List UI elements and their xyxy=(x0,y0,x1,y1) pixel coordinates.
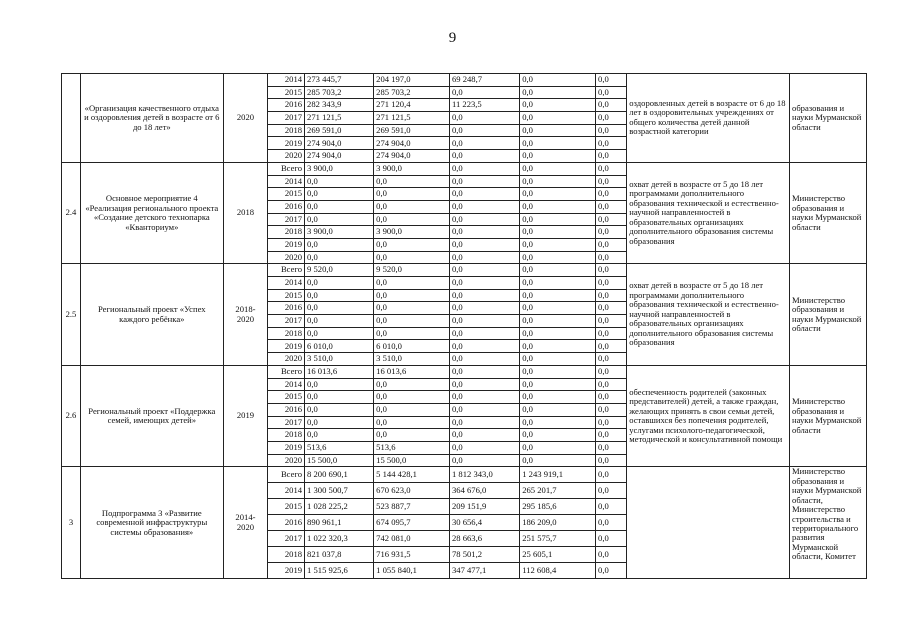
amount-cell: 0,0 xyxy=(449,315,519,328)
amount-cell: 271 120,4 xyxy=(374,99,450,112)
amount-cell: 0,0 xyxy=(596,213,627,226)
amount-cell: 0,0 xyxy=(596,188,627,201)
amount-cell: 1 028 225,2 xyxy=(305,499,374,515)
row-executor: Министерство образования и науки Мурманской области xyxy=(790,365,867,467)
amount-cell: 0,0 xyxy=(449,403,519,416)
amount-cell: 3 510,0 xyxy=(374,353,450,366)
amount-cell: 0,0 xyxy=(449,441,519,454)
amount-cell: 274 904,0 xyxy=(305,137,374,150)
amount-cell: 0,0 xyxy=(305,403,374,416)
amount-cell: 0,0 xyxy=(596,264,627,277)
row-name: Основное мероприятие 4 «Реализация регионального проекта «Создание детского технопарка «Кванториум» xyxy=(80,162,223,264)
row-executor: образования и науки Мурманской области xyxy=(790,74,867,163)
year-cell: 2016 xyxy=(268,99,305,112)
table-row xyxy=(62,365,867,378)
year-cell: 2016 xyxy=(268,200,305,213)
row-result: оздоровленных детей в возрасте от 6 до 18 лет в оздоровительных учреждениях от общего количества детей данной возрастной категории xyxy=(627,74,790,163)
amount-cell: 716 931,5 xyxy=(374,547,450,563)
amount-cell: 78 501,2 xyxy=(449,547,519,563)
amount-cell: 0,0 xyxy=(596,391,627,404)
amount-cell: 1 300 500,7 xyxy=(305,483,374,499)
amount-cell: 0,0 xyxy=(449,226,519,239)
amount-cell: 3 510,0 xyxy=(305,353,374,366)
amount-cell: 0,0 xyxy=(520,403,596,416)
row-period: 2018 xyxy=(223,162,268,264)
amount-cell: 0,0 xyxy=(520,315,596,328)
amount-cell: 0,0 xyxy=(305,302,374,315)
amount-cell: 0,0 xyxy=(449,213,519,226)
amount-cell: 3 900,0 xyxy=(305,162,374,175)
amount-cell: 30 656,4 xyxy=(449,515,519,531)
amount-cell: 0,0 xyxy=(596,112,627,125)
amount-cell: 0,0 xyxy=(449,188,519,201)
amount-cell: 204 197,0 xyxy=(374,74,450,87)
amount-cell: 0,0 xyxy=(520,99,596,112)
amount-cell: 0,0 xyxy=(305,327,374,340)
amount-cell: 251 575,7 xyxy=(520,531,596,547)
amount-cell: 0,0 xyxy=(596,416,627,429)
amount-cell: 0,0 xyxy=(374,302,450,315)
amount-cell: 0,0 xyxy=(374,175,450,188)
year-cell: 2015 xyxy=(268,188,305,201)
amount-cell: 0,0 xyxy=(596,429,627,442)
amount-cell: 0,0 xyxy=(520,238,596,251)
amount-cell: 0,0 xyxy=(449,365,519,378)
amount-cell: 3 900,0 xyxy=(305,226,374,239)
budget-table xyxy=(61,73,867,579)
amount-cell: 0,0 xyxy=(374,378,450,391)
amount-cell: 0,0 xyxy=(596,289,627,302)
amount-cell: 0,0 xyxy=(596,327,627,340)
amount-cell: 0,0 xyxy=(596,150,627,163)
amount-cell: 513,6 xyxy=(374,441,450,454)
amount-cell: 0,0 xyxy=(596,353,627,366)
amount-cell: 0,0 xyxy=(596,302,627,315)
row-period: 2018- 2020 xyxy=(223,264,268,366)
row-executor: Министерство образования и науки Мурманской области, Министерство строительства и территориального развития Мурманской области, Комитет xyxy=(790,467,867,579)
amount-cell: 295 185,6 xyxy=(520,499,596,515)
year-cell: 2019 xyxy=(268,137,305,150)
amount-cell: 285 703,2 xyxy=(305,86,374,99)
amount-cell: 0,0 xyxy=(596,124,627,137)
amount-cell: 0,0 xyxy=(305,315,374,328)
amount-cell: 0,0 xyxy=(305,200,374,213)
amount-cell: 821 037,8 xyxy=(305,547,374,563)
amount-cell: 0,0 xyxy=(520,429,596,442)
amount-cell: 0,0 xyxy=(520,188,596,201)
year-cell: 2015 xyxy=(268,289,305,302)
amount-cell: 269 591,0 xyxy=(374,124,450,137)
amount-cell: 0,0 xyxy=(305,289,374,302)
amount-cell: 0,0 xyxy=(449,137,519,150)
amount-cell: 282 343,9 xyxy=(305,99,374,112)
amount-cell: 0,0 xyxy=(520,365,596,378)
amount-cell: 0,0 xyxy=(305,277,374,290)
year-cell: 2017 xyxy=(268,416,305,429)
year-cell: Всего xyxy=(268,162,305,175)
amount-cell: 0,0 xyxy=(520,378,596,391)
year-cell: 2016 xyxy=(268,302,305,315)
row-number: 2.5 xyxy=(62,264,81,366)
amount-cell: 0,0 xyxy=(305,213,374,226)
amount-cell: 0,0 xyxy=(596,200,627,213)
year-cell: 2017 xyxy=(268,213,305,226)
amount-cell: 1 515 925,6 xyxy=(305,563,374,579)
amount-cell: 0,0 xyxy=(520,112,596,125)
amount-cell: 0,0 xyxy=(596,483,627,499)
amount-cell: 0,0 xyxy=(520,74,596,87)
amount-cell: 0,0 xyxy=(449,86,519,99)
amount-cell: 0,0 xyxy=(449,302,519,315)
amount-cell: 0,0 xyxy=(449,353,519,366)
amount-cell: 0,0 xyxy=(596,162,627,175)
amount-cell: 0,0 xyxy=(596,454,627,467)
row-number xyxy=(62,74,81,163)
amount-cell: 0,0 xyxy=(520,150,596,163)
amount-cell: 8 200 690,1 xyxy=(305,467,374,483)
amount-cell: 0,0 xyxy=(374,213,450,226)
amount-cell: 0,0 xyxy=(520,137,596,150)
amount-cell: 0,0 xyxy=(305,429,374,442)
row-result xyxy=(627,467,790,579)
amount-cell: 0,0 xyxy=(449,378,519,391)
amount-cell: 0,0 xyxy=(596,340,627,353)
amount-cell: 347 477,1 xyxy=(449,563,519,579)
amount-cell: 0,0 xyxy=(520,86,596,99)
amount-cell: 0,0 xyxy=(596,365,627,378)
page-number: 9 xyxy=(448,30,457,46)
amount-cell: 364 676,0 xyxy=(449,483,519,499)
row-result: охват детей в возрасте от 5 до 18 лет программами дополнительного образования технической и естественно-научной направленностей в образовательных организациях дополнительного образования системы образования xyxy=(627,264,790,366)
amount-cell: 271 121,5 xyxy=(374,112,450,125)
amount-cell: 0,0 xyxy=(596,175,627,188)
year-cell: 2020 xyxy=(268,454,305,467)
amount-cell: 0,0 xyxy=(374,403,450,416)
amount-cell: 0,0 xyxy=(596,238,627,251)
amount-cell: 0,0 xyxy=(449,289,519,302)
year-cell: 2014 xyxy=(268,175,305,188)
year-cell: 2019 xyxy=(268,340,305,353)
table-row xyxy=(62,467,867,483)
amount-cell: 0,0 xyxy=(520,454,596,467)
year-cell: 2019 xyxy=(268,563,305,579)
amount-cell: 265 201,7 xyxy=(520,483,596,499)
amount-cell: 1 243 919,1 xyxy=(520,467,596,483)
amount-cell: 1 055 840,1 xyxy=(374,563,450,579)
amount-cell: 0,0 xyxy=(596,74,627,87)
amount-cell: 15 500,0 xyxy=(305,454,374,467)
amount-cell: 0,0 xyxy=(374,277,450,290)
amount-cell: 0,0 xyxy=(596,315,627,328)
year-cell: 2016 xyxy=(268,515,305,531)
amount-cell: 0,0 xyxy=(520,277,596,290)
amount-cell: 0,0 xyxy=(520,162,596,175)
amount-cell: 0,0 xyxy=(374,188,450,201)
amount-cell: 0,0 xyxy=(305,175,374,188)
year-cell: Всего xyxy=(268,467,305,483)
amount-cell: 0,0 xyxy=(520,391,596,404)
amount-cell: 5 144 428,1 xyxy=(374,467,450,483)
amount-cell: 0,0 xyxy=(596,277,627,290)
amount-cell: 0,0 xyxy=(596,499,627,515)
amount-cell: 274 904,0 xyxy=(374,137,450,150)
row-result: обеспеченность родителей (законных представителей) детей, а также граждан, желающих принять в свои семьи детей, оставшихся без попечения родителей, услугами психолого-педагогической, методической и консультативной помощи xyxy=(627,365,790,467)
amount-cell: 0,0 xyxy=(520,302,596,315)
amount-cell: 0,0 xyxy=(520,441,596,454)
amount-cell: 0,0 xyxy=(520,289,596,302)
amount-cell: 0,0 xyxy=(596,99,627,112)
amount-cell: 0,0 xyxy=(449,277,519,290)
amount-cell: 0,0 xyxy=(520,416,596,429)
amount-cell: 0,0 xyxy=(305,391,374,404)
amount-cell: 271 121,5 xyxy=(305,112,374,125)
amount-cell: 0,0 xyxy=(596,515,627,531)
row-name: «Организация качественного отдыха и оздоровления детей в возрасте от 6 до 18 лет» xyxy=(80,74,223,163)
year-cell: 2020 xyxy=(268,353,305,366)
amount-cell: 0,0 xyxy=(520,226,596,239)
row-period: 2020 xyxy=(223,74,268,163)
year-cell: 2018 xyxy=(268,124,305,137)
row-number: 2.6 xyxy=(62,365,81,467)
amount-cell: 523 887,7 xyxy=(374,499,450,515)
amount-cell: 1 812 343,0 xyxy=(449,467,519,483)
amount-cell: 0,0 xyxy=(596,403,627,416)
amount-cell: 0,0 xyxy=(374,391,450,404)
amount-cell: 0,0 xyxy=(596,547,627,563)
amount-cell: 0,0 xyxy=(520,200,596,213)
year-cell: 2017 xyxy=(268,315,305,328)
amount-cell: 0,0 xyxy=(449,340,519,353)
amount-cell: 1 022 320,3 xyxy=(305,531,374,547)
year-cell: 2020 xyxy=(268,150,305,163)
amount-cell: 285 703,2 xyxy=(374,86,450,99)
amount-cell: 0,0 xyxy=(520,251,596,264)
amount-cell: 25 605,1 xyxy=(520,547,596,563)
amount-cell: 11 223,5 xyxy=(449,99,519,112)
amount-cell: 0,0 xyxy=(305,251,374,264)
row-result: охват детей в возрасте от 5 до 18 лет программами дополнительного образования технической и естественно-научной направленностей в образовательных организациях дополнительного образования системы образования xyxy=(627,162,790,264)
amount-cell: 0,0 xyxy=(596,441,627,454)
row-number: 3 xyxy=(62,467,81,579)
amount-cell: 0,0 xyxy=(374,416,450,429)
amount-cell: 0,0 xyxy=(305,188,374,201)
row-name: Подпрограмма 3 «Развитие современной инфраструктуры системы образования» xyxy=(80,467,223,579)
amount-cell: 209 151,9 xyxy=(449,499,519,515)
year-cell: 2015 xyxy=(268,86,305,99)
table-row xyxy=(62,74,867,87)
year-cell: 2017 xyxy=(268,112,305,125)
amount-cell: 9 520,0 xyxy=(305,264,374,277)
year-cell: 2018 xyxy=(268,547,305,563)
year-cell: Всего xyxy=(268,365,305,378)
amount-cell: 0,0 xyxy=(449,454,519,467)
amount-cell: 0,0 xyxy=(449,238,519,251)
amount-cell: 0,0 xyxy=(596,86,627,99)
amount-cell: 0,0 xyxy=(596,531,627,547)
year-cell: 2015 xyxy=(268,391,305,404)
row-name: Региональный проект «Успех каждого ребёнка» xyxy=(80,264,223,366)
row-number: 2.4 xyxy=(62,162,81,264)
amount-cell: 0,0 xyxy=(449,416,519,429)
amount-cell: 69 248,7 xyxy=(449,74,519,87)
amount-cell: 0,0 xyxy=(449,264,519,277)
amount-cell: 0,0 xyxy=(374,238,450,251)
amount-cell: 0,0 xyxy=(449,327,519,340)
amount-cell: 670 623,0 xyxy=(374,483,450,499)
amount-cell: 0,0 xyxy=(596,378,627,391)
amount-cell: 0,0 xyxy=(374,251,450,264)
amount-cell: 0,0 xyxy=(520,353,596,366)
year-cell: 2017 xyxy=(268,531,305,547)
amount-cell: 0,0 xyxy=(449,124,519,137)
amount-cell: 186 209,0 xyxy=(520,515,596,531)
amount-cell: 0,0 xyxy=(449,150,519,163)
year-cell: 2014 xyxy=(268,483,305,499)
amount-cell: 0,0 xyxy=(596,137,627,150)
year-cell: 2016 xyxy=(268,403,305,416)
amount-cell: 0,0 xyxy=(449,429,519,442)
amount-cell: 6 010,0 xyxy=(374,340,450,353)
amount-cell: 0,0 xyxy=(305,238,374,251)
year-cell: 2014 xyxy=(268,378,305,391)
amount-cell: 0,0 xyxy=(520,264,596,277)
year-cell: 2018 xyxy=(268,429,305,442)
amount-cell: 0,0 xyxy=(596,251,627,264)
amount-cell: 0,0 xyxy=(596,226,627,239)
amount-cell: 274 904,0 xyxy=(374,150,450,163)
amount-cell: 0,0 xyxy=(596,563,627,579)
amount-cell: 674 095,7 xyxy=(374,515,450,531)
amount-cell: 28 663,6 xyxy=(449,531,519,547)
amount-cell: 0,0 xyxy=(449,251,519,264)
amount-cell: 3 900,0 xyxy=(374,226,450,239)
amount-cell: 0,0 xyxy=(520,327,596,340)
amount-cell: 513,6 xyxy=(305,441,374,454)
amount-cell: 0,0 xyxy=(305,416,374,429)
amount-cell: 112 608,4 xyxy=(520,563,596,579)
year-cell: 2014 xyxy=(268,277,305,290)
amount-cell: 0,0 xyxy=(520,340,596,353)
amount-cell: 0,0 xyxy=(520,124,596,137)
amount-cell: 890 961,1 xyxy=(305,515,374,531)
amount-cell: 0,0 xyxy=(374,327,450,340)
table-row xyxy=(62,162,867,175)
amount-cell: 274 904,0 xyxy=(305,150,374,163)
amount-cell: 3 900,0 xyxy=(374,162,450,175)
amount-cell: 15 500,0 xyxy=(374,454,450,467)
year-cell: 2018 xyxy=(268,327,305,340)
amount-cell: 0,0 xyxy=(449,200,519,213)
year-cell: 2019 xyxy=(268,238,305,251)
amount-cell: 6 010,0 xyxy=(305,340,374,353)
year-cell: 2019 xyxy=(268,441,305,454)
year-cell: 2014 xyxy=(268,74,305,87)
amount-cell: 9 520,0 xyxy=(374,264,450,277)
amount-cell: 0,0 xyxy=(449,112,519,125)
amount-cell: 0,0 xyxy=(374,429,450,442)
year-cell: 2020 xyxy=(268,251,305,264)
amount-cell: 269 591,0 xyxy=(305,124,374,137)
amount-cell: 742 081,0 xyxy=(374,531,450,547)
table-row xyxy=(62,264,867,277)
year-cell: 2018 xyxy=(268,226,305,239)
row-executor: Министерство образования и науки Мурманской области xyxy=(790,264,867,366)
amount-cell: 0,0 xyxy=(449,162,519,175)
row-period: 2014- 2020 xyxy=(223,467,268,579)
amount-cell: 273 445,7 xyxy=(305,74,374,87)
amount-cell: 0,0 xyxy=(596,467,627,483)
row-executor: Министерство образования и науки Мурманской области xyxy=(790,162,867,264)
amount-cell: 0,0 xyxy=(449,391,519,404)
row-name: Региональный проект «Поддержка семей, имеющих детей» xyxy=(80,365,223,467)
row-period: 2019 xyxy=(223,365,268,467)
amount-cell: 16 013,6 xyxy=(305,365,374,378)
year-cell: Всего xyxy=(268,264,305,277)
amount-cell: 0,0 xyxy=(374,289,450,302)
amount-cell: 0,0 xyxy=(305,378,374,391)
amount-cell: 0,0 xyxy=(520,213,596,226)
amount-cell: 16 013,6 xyxy=(374,365,450,378)
year-cell: 2015 xyxy=(268,499,305,515)
amount-cell: 0,0 xyxy=(374,200,450,213)
amount-cell: 0,0 xyxy=(520,175,596,188)
amount-cell: 0,0 xyxy=(449,175,519,188)
amount-cell: 0,0 xyxy=(374,315,450,328)
